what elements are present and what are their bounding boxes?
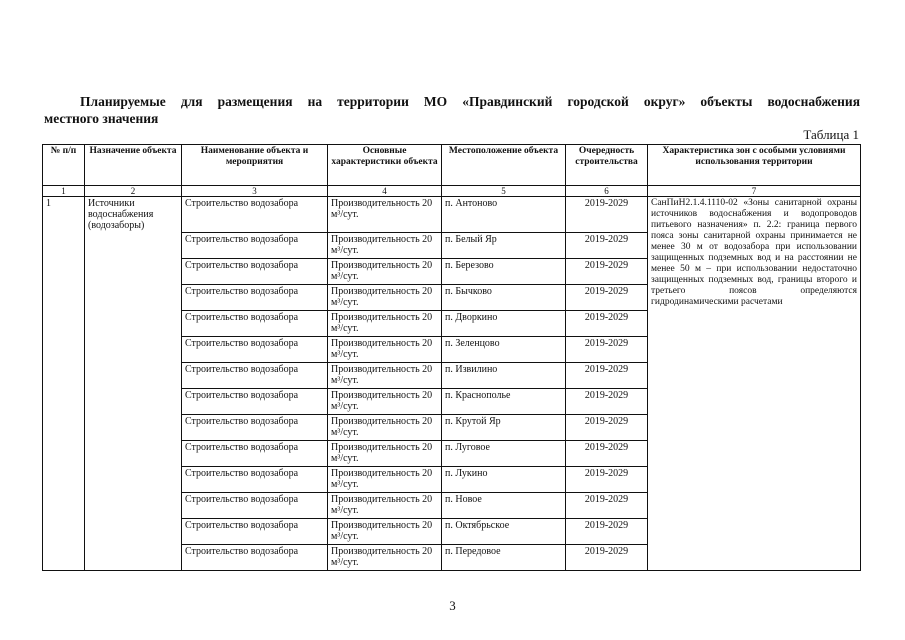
object-name-cell: Строительство водозабора — [182, 415, 328, 441]
header-row — [43, 145, 861, 186]
header-purpose: Назначение объекта — [85, 145, 182, 186]
stage-cell: 2019-2029 — [566, 389, 648, 415]
header-zones: Характеристика зон с особыми условиями использования территории — [648, 145, 861, 186]
stage-cell: 2019-2029 — [566, 285, 648, 311]
column-number: 3 — [182, 186, 328, 197]
object-name-cell: Строительство водозабора — [182, 545, 328, 571]
characteristics-cell: Производительность 20 м³/сут. — [328, 197, 442, 233]
stage-cell: 2019-2029 — [566, 311, 648, 337]
stage-cell: 2019-2029 — [566, 545, 648, 571]
header-location: Местоположение объекта — [442, 145, 566, 186]
title-line-2: местного значения — [44, 111, 159, 126]
location-cell: п. Новое — [442, 493, 566, 519]
location-cell: п. Бычково — [442, 285, 566, 311]
stage-cell: 2019-2029 — [566, 233, 648, 259]
location-cell: п. Березово — [442, 259, 566, 285]
characteristics-cell: Производительность 20 м³/сут. — [328, 285, 442, 311]
header-name: Наименование объекта и мероприятия — [182, 145, 328, 186]
object-name-cell: Строительство водозабора — [182, 389, 328, 415]
location-cell: п. Краснополье — [442, 389, 566, 415]
location-cell: п. Луговое — [442, 441, 566, 467]
column-number: 6 — [566, 186, 648, 197]
location-cell: п. Октябрьское — [442, 519, 566, 545]
characteristics-cell: Производительность 20 м³/сут. — [328, 259, 442, 285]
stage-cell: 2019-2029 — [566, 441, 648, 467]
object-name-cell: Строительство водозабора — [182, 311, 328, 337]
stage-cell: 2019-2029 — [566, 493, 648, 519]
object-name-cell: Строительство водозабора — [182, 259, 328, 285]
characteristics-cell: Производительность 20 м³/сут. — [328, 467, 442, 493]
header-characteristics: Основные характеристики объекта — [328, 145, 442, 186]
title-line-1: Планируемые для размещения на территории МО «Правдинский городской округ» объекты водоснабжения — [80, 94, 860, 109]
zone-characteristics-cell: СанПиН2.1.4.1110-02 «Зоны санитарной охраны источников водоснабжения и водопроводов питьевого назначения» п. 2.2: граница первого пояса зоны санитарной охраны принимается не менее 30 м от водозабора при использовании защищенных подземных вод и на расстоянии не менее 50 м – при использовании недостаточно защищенных подземных вод, границы второго и третьего поясов определяются гидродинамическими расчетами — [648, 197, 861, 571]
column-number: 4 — [328, 186, 442, 197]
location-cell: п. Передовое — [442, 545, 566, 571]
location-cell: п. Лукино — [442, 467, 566, 493]
column-number: 7 — [648, 186, 861, 197]
characteristics-cell: Производительность 20 м³/сут. — [328, 233, 442, 259]
column-number-row — [43, 186, 861, 197]
location-cell: п. Зеленцово — [442, 337, 566, 363]
stage-cell: 2019-2029 — [566, 197, 648, 233]
header-stage: Очередность строительства — [566, 145, 648, 186]
stage-cell: 2019-2029 — [566, 259, 648, 285]
location-cell: п. Антоново — [442, 197, 566, 233]
characteristics-cell: Производительность 20 м³/сут. — [328, 363, 442, 389]
table-row — [43, 197, 861, 233]
characteristics-cell: Производительность 20 м³/сут. — [328, 493, 442, 519]
object-name-cell: Строительство водозабора — [182, 285, 328, 311]
location-cell: п. Белый Яр — [442, 233, 566, 259]
column-number: 2 — [85, 186, 182, 197]
characteristics-cell: Производительность 20 м³/сут. — [328, 415, 442, 441]
characteristics-cell: Производительность 20 м³/сут. — [328, 519, 442, 545]
stage-cell: 2019-2029 — [566, 337, 648, 363]
object-name-cell: Строительство водозабора — [182, 519, 328, 545]
characteristics-cell: Производительность 20 м³/сут. — [328, 441, 442, 467]
stage-cell: 2019-2029 — [566, 519, 648, 545]
column-number: 1 — [43, 186, 85, 197]
water-objects-table — [42, 144, 861, 571]
object-name-cell: Строительство водозабора — [182, 337, 328, 363]
object-name-cell: Строительство водозабора — [182, 493, 328, 519]
location-cell: п. Крутой Яр — [442, 415, 566, 441]
table-label: Таблица 1 — [803, 127, 859, 142]
characteristics-cell: Производительность 20 м³/сут. — [328, 337, 442, 363]
object-name-cell: Строительство водозабора — [182, 363, 328, 389]
location-cell: п. Извилино — [442, 363, 566, 389]
object-name-cell: Строительство водозабора — [182, 197, 328, 233]
group-number: 1 — [43, 197, 85, 571]
characteristics-cell: Производительность 20 м³/сут. — [328, 389, 442, 415]
characteristics-cell: Производительность 20 м³/сут. — [328, 311, 442, 337]
characteristics-cell: Производительность 20 м³/сут. — [328, 545, 442, 571]
object-name-cell: Строительство водозабора — [182, 441, 328, 467]
header-num: № п/п — [43, 145, 85, 186]
object-name-cell: Строительство водозабора — [182, 233, 328, 259]
document-title — [44, 93, 860, 127]
group-purpose: Источники водоснабжения (водозаборы) — [85, 197, 182, 571]
stage-cell: 2019-2029 — [566, 415, 648, 441]
page-number: 3 — [449, 598, 456, 613]
stage-cell: 2019-2029 — [566, 467, 648, 493]
column-number: 5 — [442, 186, 566, 197]
stage-cell: 2019-2029 — [566, 363, 648, 389]
location-cell: п. Дворкино — [442, 311, 566, 337]
object-name-cell: Строительство водозабора — [182, 467, 328, 493]
